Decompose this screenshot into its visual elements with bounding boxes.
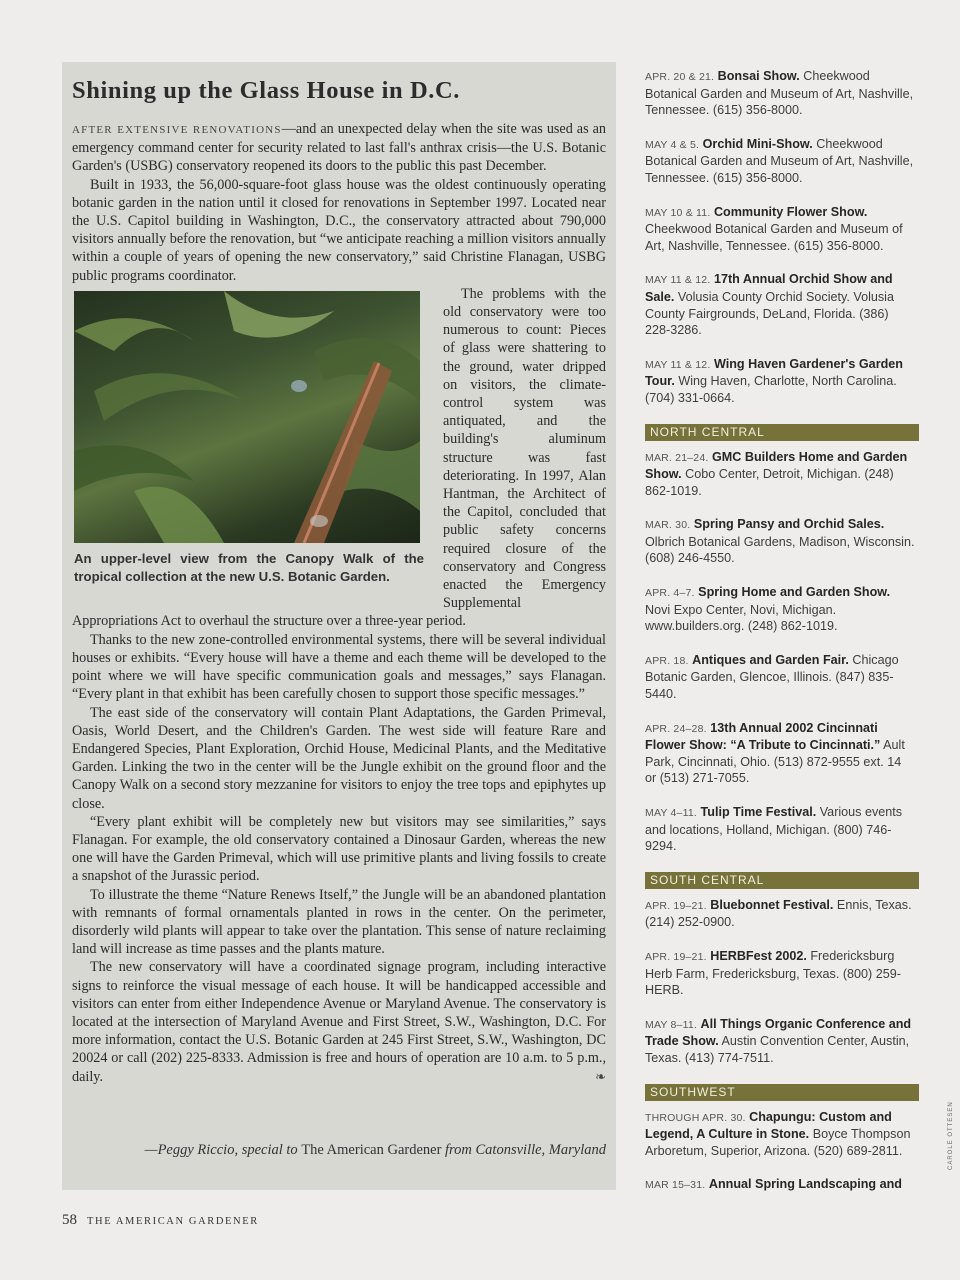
event-listing: [645, 584, 915, 635]
article-paragraph: [72, 813, 606, 886]
article-body: [72, 120, 606, 1086]
article-paragraph: [72, 704, 606, 813]
event-date: APR. 19–21.: [645, 950, 707, 963]
event-details: Wing Haven, Charlotte, North Carolina. (704) 331-0664.: [645, 374, 897, 405]
event-date: MAR. 21–24.: [645, 451, 709, 464]
footer-magazine: THE AMERICAN GARDENER: [87, 1216, 259, 1227]
events-column: [645, 68, 915, 1211]
event-name: All Things Organic Conference and Trade Show.: [645, 1016, 912, 1049]
event-date: THROUGH APR. 30.: [645, 1111, 746, 1124]
event-date: MAR. 30.: [645, 519, 691, 532]
event-details: Novi Expo Center, Novi, Michigan. www.builders.org. (248) 862-1019.: [645, 602, 838, 634]
page-footer: [62, 1212, 259, 1229]
region-heading: NORTH CENTRAL: [645, 424, 919, 441]
article-paragraph: [72, 120, 606, 176]
paragraph-text: To illustrate the theme “Nature Renews Itself,” the Jungle will be an abandoned plantation with remnants of formal ornamentals planted in rows in the center. On the perimeter, disorderly wild plants will appear to take over the plantation. This sense of nature reclaiming land will increase as time passes and the plants mature.: [72, 886, 606, 958]
article-paragraph: [72, 958, 606, 1085]
event-details: Ault Park, Cincinnati, Ohio. (513) 872-9555 ext. 14 or (513) 271-7055.: [645, 738, 905, 786]
event-listing: [645, 652, 915, 703]
event-details: Cobo Center, Detroit, Michigan. (248) 862-1019.: [645, 467, 894, 498]
photo-credit: CAROLE OTTESEN: [948, 1101, 954, 1170]
event-date: APR. 4–7.: [645, 587, 695, 600]
event-name: Spring Pansy and Orchid Sales.: [693, 517, 885, 532]
event-name: 13th Annual 2002 Cincinnati Flower Show: “A Tribute to Cincinnati.”: [645, 720, 881, 753]
event-details: Ennis, Texas. (214) 252-0900.: [645, 897, 912, 930]
event-name: Chapungu: Custom and Legend, A Culture in Stone.: [645, 1109, 892, 1142]
event-listing: [645, 1016, 915, 1067]
paragraph-text: “Every plant exhibit will be completely new but visitors may see similarities,” says Flanagan. For example, the old conservatory contained a Dinosaur Garden, whereas the new one will have the Garden Primeval, which will use primitive plants and living fossils to create a snapshot of the Jurassic period.: [72, 813, 606, 885]
event-details: Cheekwood Botanical Garden and Museum of Art, Nashville, Tennessee. (615) 356-8000.: [645, 69, 914, 118]
event-details: Olbrich Botanical Gardens, Madison, Wisconsin. (608) 246-4550.: [645, 534, 915, 566]
conservatory-photo: [74, 291, 420, 543]
event-name: Bonsai Show.: [717, 69, 800, 83]
event-listing: [645, 804, 915, 855]
event-listing: [645, 271, 915, 338]
event-date: MAY 10 & 11.: [645, 206, 711, 219]
event-name: Spring Home and Garden Show.: [698, 585, 891, 600]
byline-author: —Peggy Riccio, special to: [144, 1142, 302, 1158]
article-paragraph: [72, 631, 606, 704]
article-paragraph: [72, 176, 606, 285]
paragraph-text: Built in 1933, the 56,000-square-foot glass house was the oldest continuously operating botanic garden in the nation until it closed for renovations in September 1997. Located near the U.S. Capitol building in Washington, D.C., the conservatory attracted about 790,000 visitors annually before the renovation, but “we anticipate reaching a million visitors annually within a couple of years of opening the new conservatory,” said Christine Flanagan, USBG public programs coordinator.: [72, 176, 606, 284]
event-details: Cheekwood Botanical Garden and Museum of Art, Nashville, Tennessee. (615) 356-8000.: [645, 222, 903, 253]
lead-smallcaps: AFTER EXTENSIVE RENOVATIONS: [72, 124, 282, 136]
event-name: 17th Annual Orchid Show and Sale.: [645, 272, 893, 304]
event-name: Annual Spring Landscaping and: [708, 1177, 902, 1192]
photo-figure: [74, 291, 429, 596]
byline-magazine: The American Gardener: [301, 1142, 442, 1158]
paragraph-text: The east side of the conservatory will contain Plant Adaptations, the Garden Primeval, Oasis, World Desert, and the Children's Garden. The west side will feature Rare and Endangered Species, Plant Exploration, Orchid House, Medicinal Plants, and the Meditative Garden. Linking the two in the center will be the Jungle exhibit on the ground floor and the Canopy Walk on a second story mezzanine for visitors to enjoy the tree tops and epiphytes up close.: [72, 704, 606, 812]
event-details: Chicago Botanic Garden, Glencoe, Illinois. (847) 835-5440.: [645, 652, 899, 702]
event-listing: [645, 948, 915, 999]
article-paragraph: [72, 886, 606, 959]
event-listing: [645, 1109, 915, 1160]
page-number: 58: [62, 1212, 77, 1228]
event-listing: [645, 897, 915, 931]
event-details: Boyce Thompson Arboretum, Superior, Arizona. (520) 689-2811.: [645, 1127, 911, 1158]
event-listing: [645, 68, 915, 119]
event-listing: [645, 136, 915, 187]
event-date: APR. 24–28.: [645, 722, 707, 735]
event-name: Orchid Mini-Show.: [702, 136, 813, 151]
event-name: HERBFest 2002.: [710, 948, 807, 963]
paragraph-text: Thanks to the new zone-controlled environmental systems, there will be several individual houses or exhibits. “Every house will have a theme and each theme will be developed to the point where we will have specific communication goals and messages,” says Flanagan. “Every plant in that exhibit has been carefully chosen to support those specific messages.”: [72, 631, 606, 703]
byline-location: from Catonsville, Maryland: [441, 1142, 606, 1158]
event-date: MAY 11 & 12.: [645, 274, 711, 287]
event-name: Bluebonnet Festival.: [710, 897, 834, 912]
event-name: Wing Haven Gardener's Garden Tour.: [645, 356, 903, 389]
paragraph-text: The problems with the old conservatory were too numerous to count: Pieces of glass were shattering to the ground, water dripped on visitors, the climate-control system was antiquated, and the building's aluminum structure was fast deteriorating. In 1997, Alan Hantman, the Architect of the Capitol, concluded that public safety concerns required closure of the conservatory and Congress enacted the Emergency Supplemental Appropriations Act to overhaul the structure over a three-year period.: [72, 285, 606, 630]
event-date: MAY 8–11.: [645, 1018, 697, 1031]
event-name: Community Flower Show.: [713, 204, 868, 219]
event-date: MAY 4–11.: [645, 807, 697, 819]
photo-caption: An upper-level view from the Canopy Walk of the tropical collection at the new U.S. Botanic Garden.: [74, 550, 424, 584]
event-details: Volusia County Orchid Society. Volusia County Fairgrounds, DeLand, Florida. (386) 228-3286.: [645, 289, 894, 338]
region-heading: SOUTH CENTRAL: [645, 872, 919, 889]
event-listing: [645, 449, 915, 500]
event-details: Various events and locations, Holland, Michigan. (800) 746-9294.: [645, 805, 903, 854]
event-listing: [645, 1176, 915, 1194]
event-listing: [645, 720, 915, 787]
event-date: MAY 4 & 5.: [645, 138, 700, 151]
event-date: MAY 11 & 12.: [645, 358, 711, 371]
event-date: MAR 15–31.: [645, 1179, 706, 1192]
event-name: Tulip Time Festival.: [700, 805, 817, 819]
event-name: GMC Builders Home and Garden Show.: [645, 449, 908, 482]
event-date: APR. 20 & 21.: [645, 71, 715, 83]
event-listing: [645, 356, 915, 407]
event-details: Austin Convention Center, Austin, Texas. (413) 774-7511.: [645, 1034, 910, 1065]
event-details: Cheekwood Botanical Garden and Museum of Art, Nashville, Tennessee. (615) 356-8000.: [645, 136, 914, 185]
event-date: APR. 19–21.: [645, 899, 707, 912]
region-heading: SOUTHWEST: [645, 1084, 919, 1101]
article-title: Shining up the Glass House in D.C.: [72, 77, 461, 104]
event-details: Fredericksburg Herb Farm, Fredericksburg, Texas. (800) 259-HERB.: [645, 948, 901, 998]
end-mark-icon: ❧: [595, 1068, 606, 1084]
event-date: APR. 18.: [645, 654, 689, 667]
paragraph-text: The new conservatory will have a coordinated signage program, including interactive signs to reinforce the visual message of each house. It will be handicapped accessible and visitors can enter from either Independence Avenue or Maryland Avenue. The conservatory is located at the intersection of Maryland Avenue and First Street, S.W., Washington, D.C. For more information, contact the U.S. Botanic Garden at 245 First Street, S.W., Washington, DC 20024 or call (202) 225-8333. Admission is free and hours of operation are 10 a.m. to 5 p.m., daily.: [72, 959, 606, 1085]
event-listing: [645, 204, 915, 255]
event-name: Antiques and Garden Fair.: [692, 652, 849, 667]
event-listing: [645, 516, 915, 567]
byline: [72, 1142, 606, 1159]
lead-text: —and an unexpected delay when the site was used as an emergency command center for security related to last fall's anthrax crisis—the U.S. Botanic Garden's (USBG) conservatory reopened its doors to the public this past December.: [72, 121, 607, 175]
